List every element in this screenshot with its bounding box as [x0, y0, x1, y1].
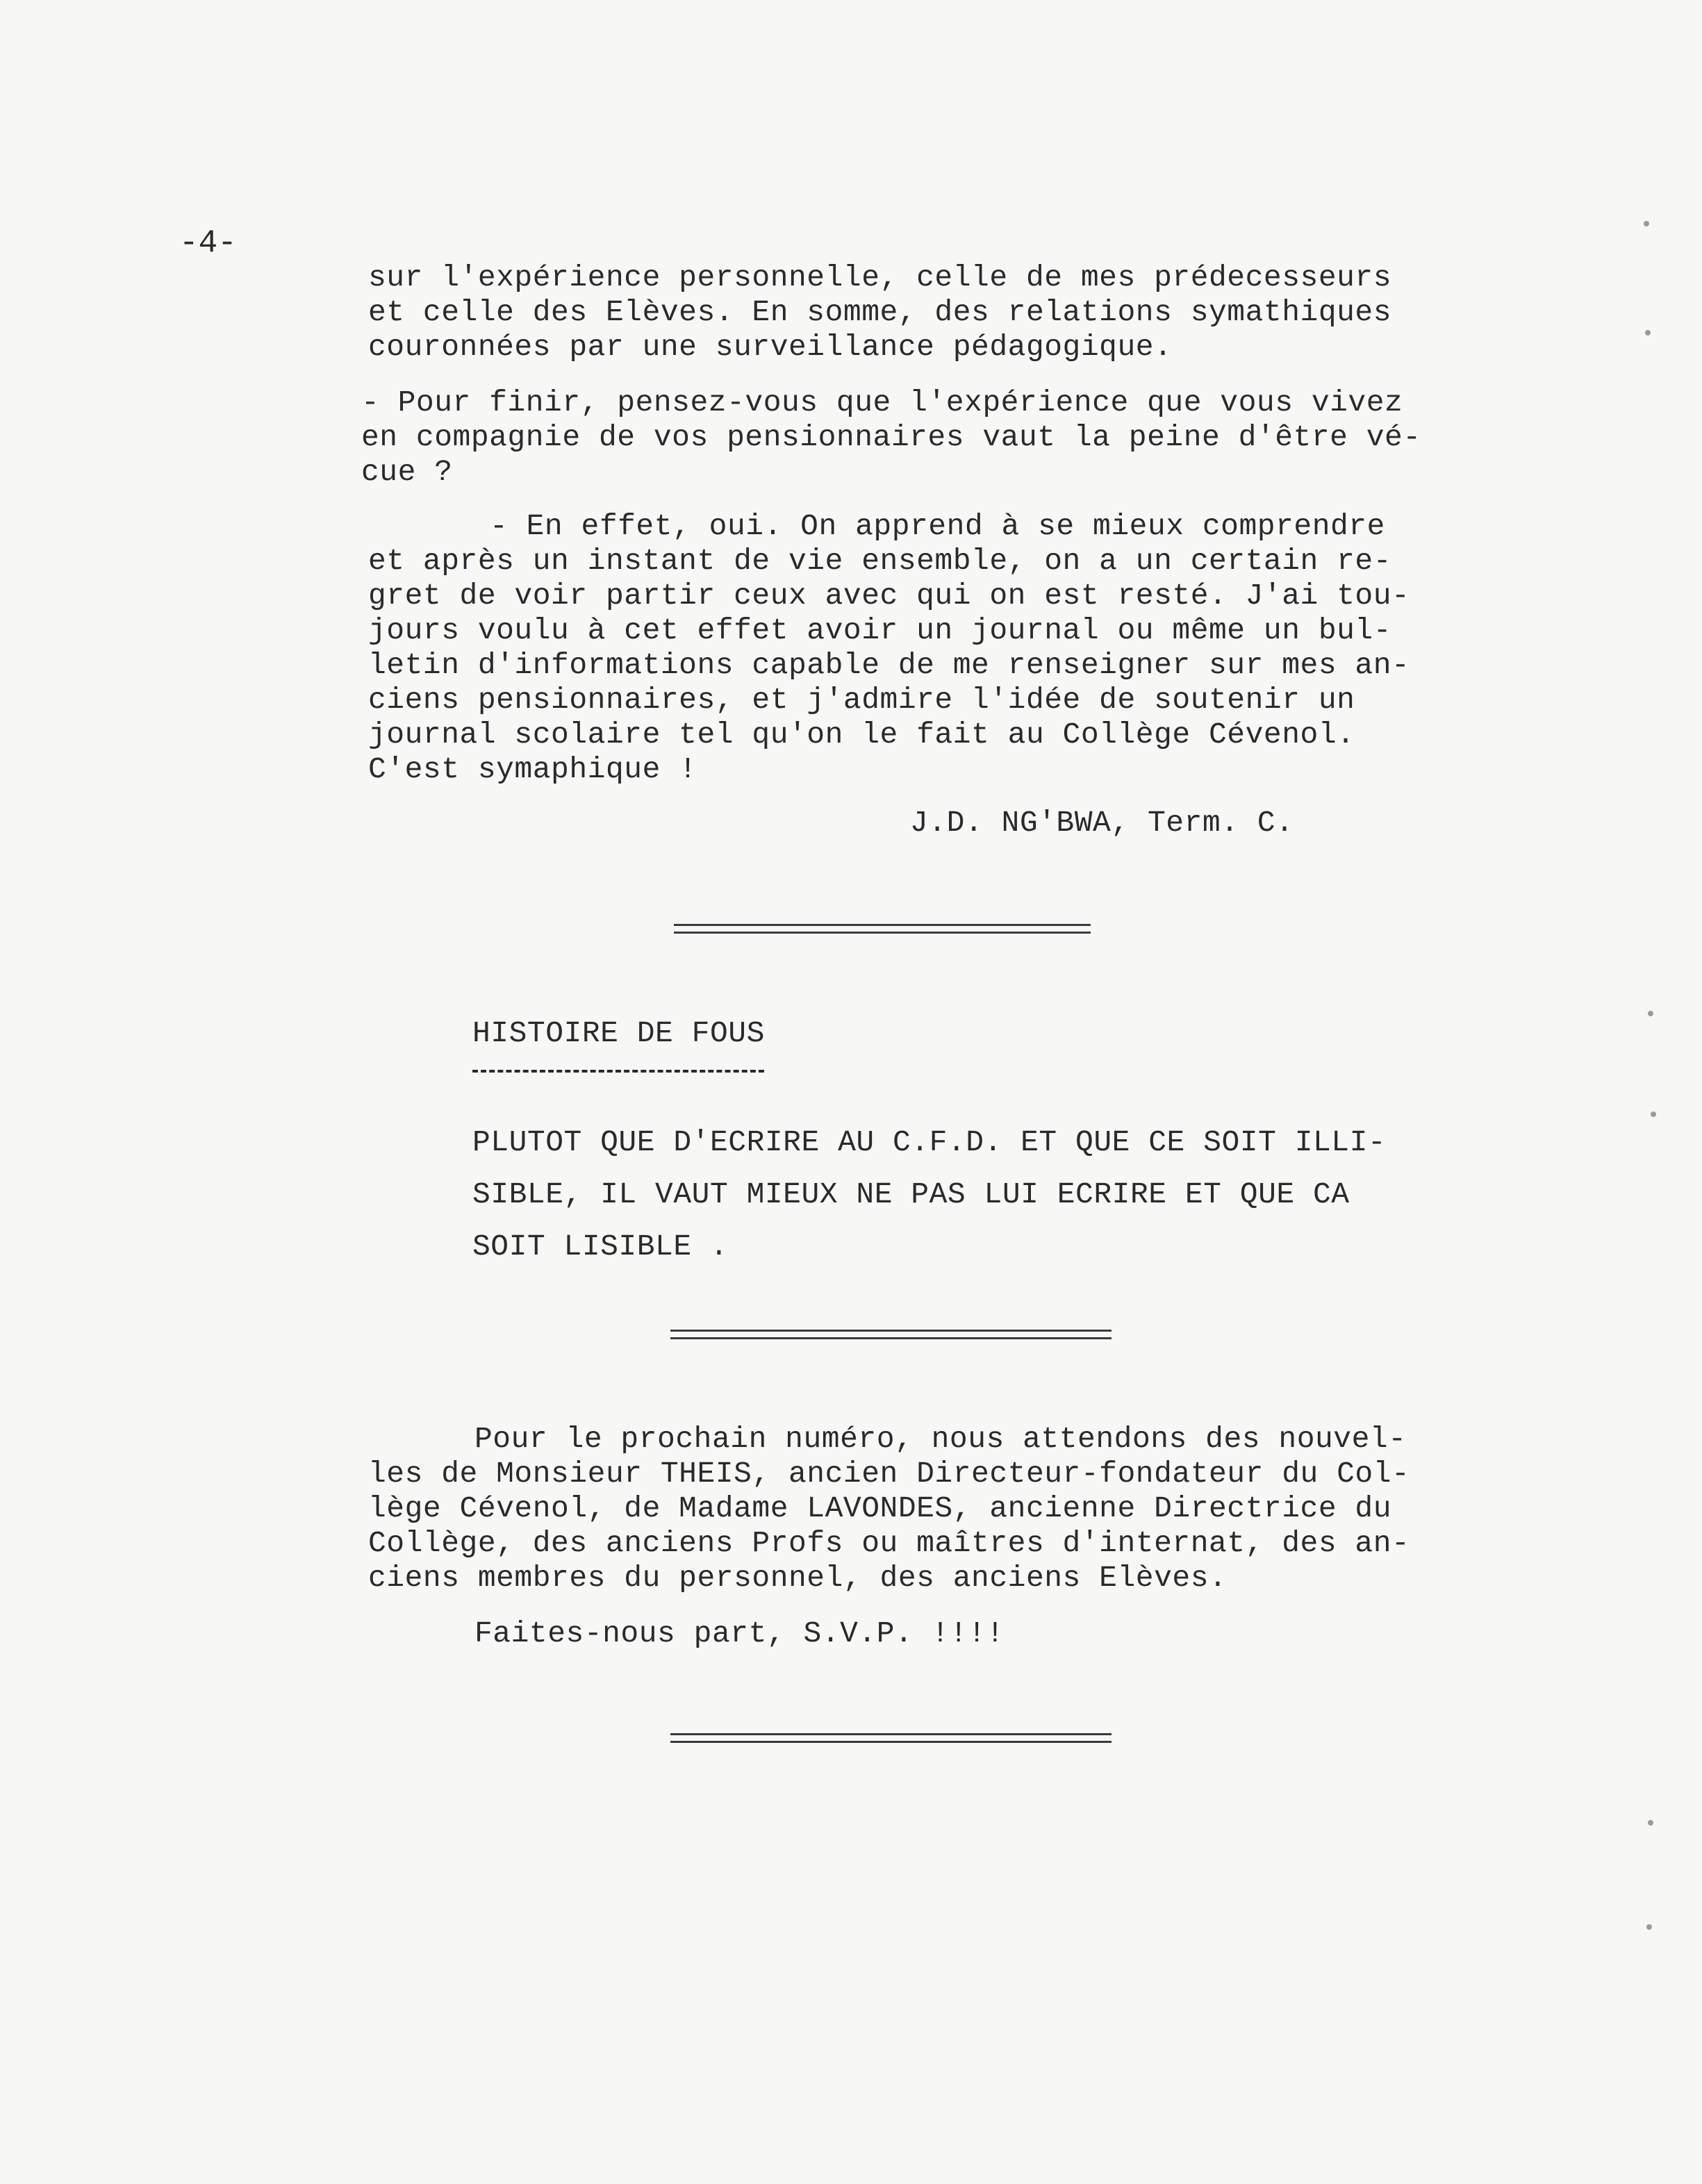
paper-speck: [1646, 1924, 1652, 1930]
section-separator: [670, 1733, 1112, 1743]
signature: J.D. NG'BWA, Term. C.: [910, 806, 1294, 840]
section-title: HISTOIRE DE FOUS: [472, 1016, 765, 1050]
paper-speck: [1644, 221, 1649, 226]
text-line: les de Monsieur THEIS, ancien Directeur-fondateur du Col-: [368, 1457, 1410, 1491]
closing-line: Faites-nous part, S.V.P. !!!!: [474, 1616, 1005, 1651]
text-line: letin d'informations capable de me renseigner sur mes an-: [368, 648, 1410, 682]
title-underline: [472, 1070, 764, 1073]
page-number: -4-: [179, 225, 237, 261]
text-line: journal scolaire tel qu'on le fait au Collège Cévenol.: [368, 718, 1355, 752]
text-line: - Pour finir, pensez-vous que l'expérience que vous vivez: [361, 386, 1403, 420]
section-separator: [670, 1330, 1112, 1339]
text-line: et après un instant de vie ensemble, on a un certain re-: [368, 544, 1392, 578]
text-line: et celle des Elèves. En somme, des relations symathiques: [368, 295, 1392, 329]
paper-speck: [1648, 1011, 1653, 1016]
paper-speck: [1651, 1111, 1656, 1117]
text-line: Pour le prochain numéro, nous attendons des nouvel-: [474, 1422, 1407, 1456]
text-line: - En effet, oui. On apprend à se mieux comprendre: [490, 509, 1385, 543]
text-line: en compagnie de vos pensionnaires vaut la peine d'être vé-: [361, 420, 1421, 454]
text-line: PLUTOT QUE D'ECRIRE AU C.F.D. ET QUE CE SOIT ILLI-: [472, 1125, 1387, 1159]
text-line: ciens pensionnaires, et j'admire l'idée de soutenir un: [368, 683, 1355, 717]
text-line: SOIT LISIBLE .: [472, 1230, 729, 1264]
text-line: lège Cévenol, de Madame LAVONDES, ancienne Directrice du: [368, 1491, 1392, 1525]
paper-speck: [1648, 1820, 1653, 1826]
text-line: SIBLE, IL VAUT MIEUX NE PAS LUI ECRIRE ET QUE CA: [472, 1177, 1350, 1211]
text-line: ciens membres du personnel, des anciens Elèves.: [368, 1561, 1228, 1595]
text-line: C'est symaphique !: [368, 752, 697, 786]
text-line: Collège, des anciens Profs ou maîtres d'internat, des an-: [368, 1526, 1410, 1560]
text-line: cue ?: [361, 455, 453, 489]
text-line: gret de voir partir ceux avec qui on est resté. J'ai tou-: [368, 579, 1410, 613]
text-line: jours voulu à cet effet avoir un journal ou même un bul-: [368, 613, 1392, 647]
text-line: couronnées par une surveillance pédagogique.: [368, 330, 1173, 364]
text-line: sur l'expérience personnelle, celle de mes prédecesseurs: [368, 260, 1392, 295]
paper-speck: [1645, 330, 1651, 336]
section-separator: [674, 924, 1091, 934]
